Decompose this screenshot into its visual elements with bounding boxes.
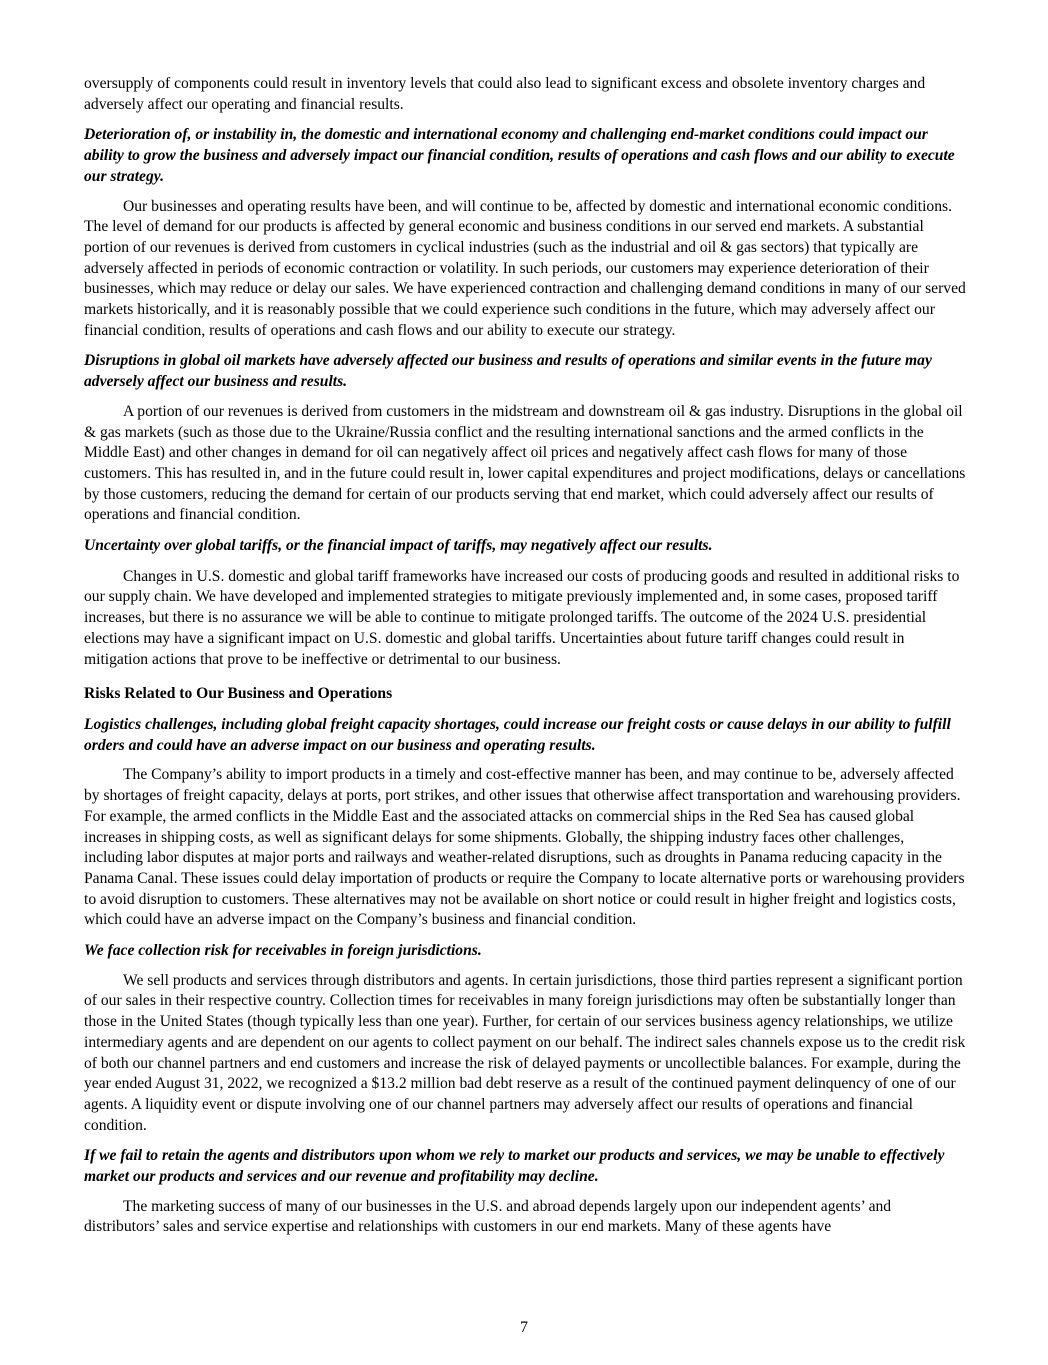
risk-body-tariffs: Changes in U.S. domestic and global tariff frameworks have increased our costs of producing goods and resulted in additional risks to our supply chain. We have developed and implemented strategies to mitigate previously implemented and, in some cases, proposed tariff increases, but there is no assurance we will be able to continue to mitigate prolonged tariffs. The outcome of the 2024 U.S. presidential elections may have a significant impact on U.S. domestic and global tariffs. Uncertainties about future tariff changes could result in mitigation actions that prove to be ineffective or detrimental to our business. (84, 567, 960, 668)
risk-heading-economy: Deterioration of, or instability in, the domestic and international economy and challenging end-market conditions could impact our ability to grow the business and adversely impact our financial condition, results of operations and cash flows and our ability to execute our strategy. (84, 126, 955, 185)
risk-heading-tariffs: Uncertainty over global tariffs, or the financial impact of tariffs, may negatively affect our results. (84, 537, 713, 555)
risk-body-logistics: The Company’s ability to import products in a timely and cost-effective manner has been, and may continue to be, adversely affected by shortages of freight capacity, delays at ports, port strikes, and other issues that otherwise affect transportation and warehousing providers. For example, the armed conflicts in the Middle East and the associated attacks on commercial ships in the Red Sea has caused global increases in shipping costs, as well as significant delays for some shipments. Globally, the shipping industry faces other challenges, including labor disputes at major ports and railways and weather-related disruptions, such as droughts in Panama reducing capacity in the Panama Canal. These issues could delay importation of products or require the Company to locate alternative ports or warehousing providers to avoid disruption to customers. These alternatives may not be available on short notice or could result in higher freight and logistics costs, which could have an adverse impact on the Company’s business and financial condition. (84, 766, 965, 929)
risk-body-collection: We sell products and services through distributors and agents. In certain jurisdictions, those third parties represent a significant portion of our sales in their respective country. Collection times for receivables in many foreign jurisdictions may often be substantially longer than those in the United States (though typically less than one year). Further, for certain of our services business agency relationships, we utilize intermediary agents and are dependent on our agents to collect payment on our behalf. The indirect sales channels expose us to the credit risk of both our channel partners and end customers and increase the risk of delayed payments or uncollectible balances. For example, during the year ended August 31, 2022, we recognized a $13.2 million bad debt reserve as a result of the continued payment delinquency of one of our agents. A liquidity event or dispute involving one of our channel partners may adversely affect our results of operations and financial condition. (84, 971, 966, 1134)
continuation-paragraph: oversupply of components could result in inventory levels that could also lead to significant excess and obsolete inventory charges and adversely affect our operating and financial results. (84, 75, 926, 113)
document-page (84, 74, 966, 1248)
risk-body-oil-markets: A portion of our revenues is derived from customers in the midstream and downstream oil & gas industry. Disruptions in the global oil & gas markets (such as those due to the Ukraine/Russia conflict and the resulting international sanctions and the armed conflicts in the Middle East) and other changes in demand for oil can negatively affect oil prices and negatively affect cash flows for many of those customers. This has resulted in, and in the future could result in, lower capital expenditures and project modifications, delays or cancellations by those customers, reducing the demand for certain of our products serving that end market, which could adversely affect our results of operations and financial condition. (84, 402, 966, 524)
risk-body-agents: The marketing success of many of our businesses in the U.S. and abroad depends largely upon our independent agents’ and distributors’ sales and service expertise and relationships with customers in our end markets. Many of these agents have (84, 1197, 892, 1236)
page-number: 7 (520, 1319, 528, 1336)
risk-heading-agents: If we fail to retain the agents and distributors upon whom we rely to market our products and services, we may be unable to effectively market our products and services and our revenue and profitability may decline. (84, 1147, 945, 1186)
risk-heading-logistics: Logistics challenges, including global freight capacity shortages, could increase our freight costs or cause delays in our ability to fulfill orders and could have an adverse impact on our business and operating results. (84, 715, 951, 754)
section-heading: Risks Related to Our Business and Operations (84, 685, 393, 703)
risk-heading-collection: We face collection risk for receivables in foreign jurisdictions. (84, 942, 482, 960)
risk-heading-oil-markets: Disruptions in global oil markets have adversely affected our business and results of operations and similar events in the future may adversely affect our business and results. (84, 352, 932, 391)
risk-body-economy: Our businesses and operating results have been, and will continue to be, affected by domestic and international economic conditions. The level of demand for our products is affected by general economic and business conditions in our served end markets. A substantial portion of our revenues is derived from customers in cyclical industries (such as the industrial and oil & gas sectors) that typically are adversely affected in periods of economic contraction or volatility. In such periods, our customers may experience deterioration of their businesses, which may reduce or delay our sales. We have experienced contraction and challenging demand conditions in many of our served markets historically, and it is reasonably possible that we could experience such conditions in the future, which may adversely affect our financial condition, results of operations and cash flows and our ability to execute our strategy. (84, 197, 966, 339)
